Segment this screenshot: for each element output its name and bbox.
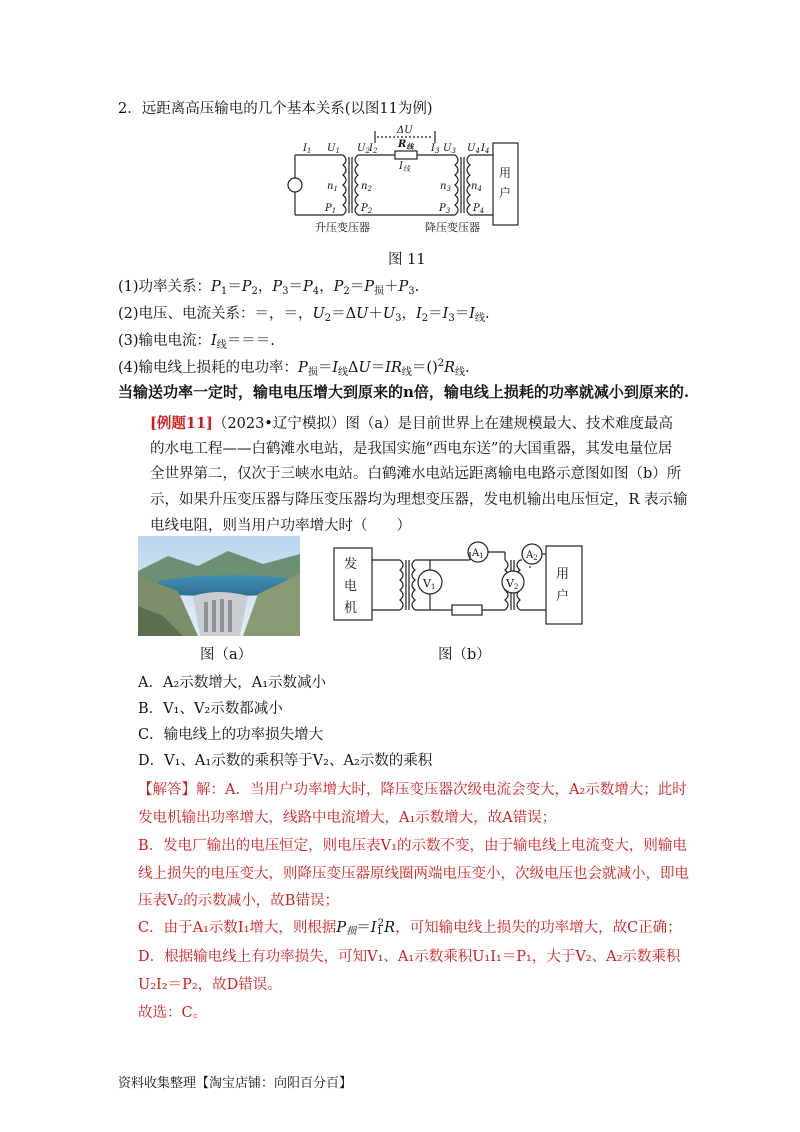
figure-b-circuit (330, 540, 590, 636)
option-d: D．V₁、A₁示数的乘积等于V₂、A₂示数的乘积 (138, 753, 433, 769)
relation-current: (3)输电电流：$I_线===$. (118, 333, 275, 351)
line-resistor-r (452, 605, 482, 615)
answer-line-7: D．根据输电线上有功率损失，可知V₁、A₁示数乘积U₁I₁＝P₁，大于V₂、A₂示数乘积 (138, 949, 681, 965)
label-delta-u: ΔU (397, 125, 413, 136)
figure-11-diagram (285, 125, 525, 235)
label-step-down: 降压变压器 (425, 221, 480, 234)
figure-a-photo (138, 536, 300, 636)
relation-power: (1)功率关系：$P_1=P_2$，$P_3=P_4$，$P_2=P_损+P_3$. (118, 279, 420, 297)
coil-n1 (343, 155, 346, 215)
generator-label-1: 发 (344, 557, 358, 572)
answer-line-1: 【解答】解：A．当用户功率增大时，降压变压器次级电流会变大，A₂示数增大；此时 (138, 782, 687, 798)
answer-line-8: U₂I₂＝P₂，故D错误。 (138, 977, 282, 993)
generator-label-2: 电 (344, 579, 358, 594)
label-n3: $n_3$ (440, 181, 451, 193)
v2-label: V2 (506, 577, 519, 591)
generator-label-3: 机 (344, 601, 358, 616)
label-n4: $n_4$ (471, 181, 482, 193)
label-p2: $P_2$ (361, 203, 373, 215)
example-stem-line-3: 全世界第二，仅次于三峡水电站。白鹤滩水电站远距离输电电路示意图如图（b）所 (150, 466, 682, 482)
relation-note: 当输送功率一定时，输电电压增大到原来的n倍，输电线上损耗的功率就减小到原来的. (118, 383, 690, 401)
option-b: B．V₁、V₂示数都减小 (138, 701, 283, 717)
answer-line-5: 压表V₂的示数减小，故B错误； (138, 893, 339, 909)
label-p3: $P_3$ (439, 203, 451, 215)
label-i-line: $I_线$ (399, 161, 410, 173)
coil-b-1 (400, 560, 403, 610)
example-stem-line-5: 电线电阻，则当用户功率增大时（ ） (150, 518, 411, 534)
example-stem-line-1: [例题11]（2023•辽宁模拟）图（a）是目前世界上在建规模最大、技术难度最高 (150, 415, 674, 432)
label-i1: $I_1$ (303, 143, 312, 155)
coil-n4 (467, 155, 470, 215)
label-p1: $P_1$ (325, 203, 337, 215)
generator-symbol (288, 178, 302, 192)
label-i2: $I_2$ (369, 143, 378, 155)
user-label-b-2: 户 (556, 589, 570, 604)
label-u1: $U_1$ (327, 143, 340, 155)
answer-line-2: 发电机输出功率增大，线路中电流增大，A₁示数增大，故A错误； (138, 810, 557, 826)
coil-b-2 (412, 560, 415, 610)
label-n2: $n_2$ (361, 181, 372, 193)
label-n1: $n_1$ (327, 181, 338, 193)
relation-loss: (4)输电线上损耗的电功率：$P_损=I_线\Delta U=IR_线=()^2R_线$. (118, 358, 470, 378)
label-u2: $U_2$ (357, 143, 370, 155)
example-stem-line-4: 示，如果升压变压器与降压变压器均为理想变压器，发电机输出电压恒定，R 表示输 (150, 492, 688, 508)
figure-a-caption: 图（a） (200, 647, 253, 663)
label-i4: $I_4$ (481, 143, 490, 155)
relation-voltage-current: (2)电压、电流关系：＝，＝，$U_2=\Delta U+U_3$，$I_2=I_3=I_线$. (118, 306, 490, 324)
coil-n2 (355, 155, 358, 215)
figure-11-caption: 图 11 (388, 252, 426, 268)
label-i3: $I_3$ (431, 143, 440, 155)
user-box-b (546, 546, 582, 624)
coil-n3 (455, 155, 458, 215)
answer-line-4: 线上损失的电压变大，则降压变压器原线圈两端电压变小，次级电压也会就减小，即电 (138, 866, 689, 882)
a1-label: $A_1$ (472, 548, 484, 560)
label-r-line: $R_线$ (398, 139, 414, 151)
v1-label: V1 (423, 577, 436, 591)
label-user-2: 户 (499, 186, 512, 200)
label-u4: $U_4$ (467, 143, 480, 155)
option-c: C．输电线上的功率损失增大 (138, 727, 324, 743)
loss-formula: P损$=I1^2R$ (336, 918, 396, 937)
label-u3: $U_3$ (443, 143, 456, 155)
example-tag: [例题11] (150, 415, 213, 432)
section-heading: 2．远距离高压输电的几个基本关系(以图11为例) (118, 101, 433, 117)
answer-line-3: B．发电厂输出的电压恒定，则电压表V₁的示数不变，由于输电线上电流变大，则输电 (138, 838, 687, 854)
figure-b-caption: 图（b） (438, 647, 491, 663)
a2-label: $A_2$ (526, 550, 538, 562)
label-user-1: 用 (499, 166, 512, 180)
user-label-b-1: 用 (556, 567, 570, 582)
footer: 资料收集整理【淘宝店铺：向阳百分百】 (118, 1076, 353, 1091)
label-step-up: 升压变压器 (315, 221, 370, 234)
label-p4: $P_4$ (473, 203, 485, 215)
user-box (493, 143, 518, 225)
line-resistor (395, 151, 417, 159)
answer-line-9: 故选：C。 (138, 1005, 208, 1021)
answer-line-6: C．由于A₁示数I₁增大，则根据P损$=I1^2R$，可知输电线上损失的功率增大，故C正确； (138, 918, 682, 937)
option-a: A．A₂示数增大，A₁示数减小 (138, 675, 327, 691)
example-stem-line-2: 的水电工程——白鹤滩水电站，是我国实施“西电东送”的大国重器，其发电量位居 (150, 441, 673, 457)
